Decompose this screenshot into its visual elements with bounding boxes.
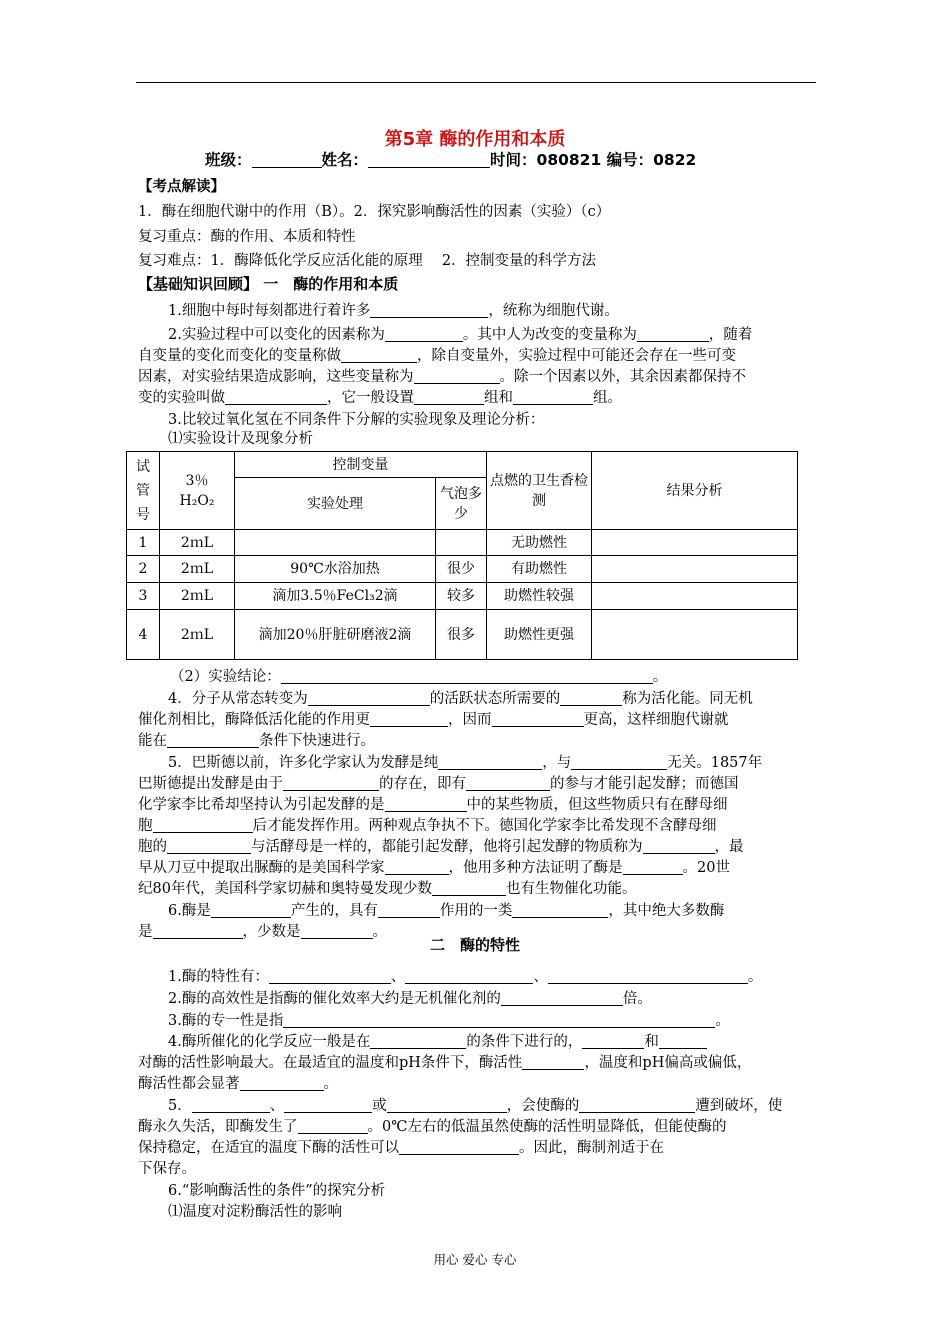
table-row: 2 2ｍL 90℃水浴加热 很少 有助燃性 <box>127 556 798 583</box>
blank[interactable] <box>387 1096 507 1113</box>
experiment-table <box>126 451 798 660</box>
p1: 1.酶的特性有： 、 、 。 <box>168 969 763 985</box>
kaodian-heading: 【考点解读】 <box>138 179 225 195</box>
th-treat: 实验处理 <box>235 478 436 530</box>
result-cell[interactable] <box>592 583 798 610</box>
q2-line4: 变的实验叫做 ，它一般设置 组和 组。 <box>138 390 622 406</box>
blank[interactable] <box>512 901 608 918</box>
q5-line6: 早从刀豆中提取出脲酶的是美国科学家 ，他用多种方法证明了酶是 。20世 <box>138 860 730 876</box>
blank[interactable] <box>513 388 593 405</box>
blank[interactable] <box>240 1074 324 1091</box>
th-bubble: 气泡多少 <box>436 478 487 530</box>
p3: 3.酶的专一性是指 。 <box>168 1013 730 1029</box>
p5-line4: 下保存。 <box>138 1161 196 1177</box>
name-label: 姓名： <box>321 151 369 169</box>
blank[interactable] <box>385 858 449 875</box>
result-cell[interactable] <box>592 556 798 583</box>
blank[interactable] <box>269 967 391 984</box>
blank[interactable] <box>167 837 251 854</box>
p4-line2: 对酶的活性影响最大。在最适宜的温度和pH条件下，酶活性 ，温度和pH偏高或偏低， <box>138 1055 752 1071</box>
q4-line2: 催化剂相比，酶降低活化能的作用更 ，因而 更高，这样细胞代谢就 <box>138 712 729 728</box>
blank[interactable] <box>341 346 417 363</box>
blank[interactable] <box>466 774 550 791</box>
kaodian-line3: 复习难点：1．酶降低化学反应活化能的原理 2．控制变量的科学方法 <box>138 253 597 269</box>
class-blank[interactable] <box>252 151 322 168</box>
blank[interactable] <box>283 774 379 791</box>
blank[interactable] <box>370 710 448 727</box>
th-control: 控制变量 <box>235 452 487 478</box>
blank[interactable] <box>167 731 259 748</box>
blank[interactable] <box>571 753 667 770</box>
blank[interactable] <box>501 989 623 1006</box>
th-h2o2: 3％ H₂O₂ <box>160 452 235 530</box>
p6-line1: 6.“影响酶活性的条件”的探究分析 <box>168 1183 386 1199</box>
blank[interactable] <box>659 1032 707 1049</box>
table-row: 1 2ｍL 无助燃性 <box>127 530 798 556</box>
p5-line3: 保持稳定，在适宜的温度下酶的活性可以 。因此，酶制剂适于在 <box>138 1140 664 1156</box>
q2-line3: 因素，对实验结果造成影响，这些变量称为 。除一个因素以外，其余因素都保持不 <box>138 369 746 385</box>
page-title: 第5章 酶的作用和本质 <box>384 129 566 150</box>
q5-line5: 胞的 与活酵母是一样的，都能引起发酵，他将引起发酵的物质称为 ，最 <box>138 839 744 855</box>
footer: 用心 爱心 专心 <box>433 1252 517 1267</box>
blank[interactable] <box>414 388 484 405</box>
q5-line4: 胞 后才能发挥作用。两种观点争执不下。德国化学家李比希发现不含酵母细 <box>138 818 717 834</box>
q5-line1: 5．巴斯德以前，许多化学家认为发酵是纯 ，与 无关。1857年 <box>168 755 763 771</box>
q2-line2: 自变量的变化而变化的变量称做 ，除自变量外，实验过程中可能还会存在一些可变 <box>138 348 736 364</box>
table-row: 3 2ｍL 滴加3.5％FeCl₃2滴 较多 助燃性较强 <box>127 583 798 610</box>
blank[interactable] <box>522 1053 584 1070</box>
blank[interactable] <box>560 689 622 706</box>
blank[interactable] <box>225 388 327 405</box>
p4-line3: 酶活性都会显著 。 <box>138 1076 338 1092</box>
q3-conclusion: （2）实验结论： 。 <box>170 669 668 685</box>
blank[interactable] <box>284 1096 372 1113</box>
blank[interactable] <box>153 816 253 833</box>
blank[interactable] <box>370 1032 466 1049</box>
q2-line1: 2.实验过程中可以变化的因素称为 。其中人为改变的变量称为 ，随着 <box>168 327 753 343</box>
blank[interactable] <box>211 901 291 918</box>
blank[interactable] <box>298 1117 368 1134</box>
blank[interactable] <box>385 795 467 812</box>
table-row: 4 2ｍL 滴加20％肝脏研磨液2滴 很多 助燃性更强 <box>127 610 798 660</box>
blank[interactable] <box>192 1096 270 1113</box>
blank[interactable] <box>378 901 440 918</box>
result-cell[interactable] <box>592 610 798 660</box>
blank[interactable] <box>414 367 500 384</box>
q1: 1.细胞中每时每刻都进行着许多 ，统称为细胞代谢。 <box>168 303 619 319</box>
blank[interactable] <box>385 325 463 342</box>
p4-line1: 4.酶所催化的化学反应一般是在 的条件下进行的， 和 <box>138 1032 844 1053</box>
th-ignite: 点燃的卫生香检测 <box>487 452 592 530</box>
blank[interactable] <box>283 1011 715 1028</box>
blank[interactable] <box>370 301 488 318</box>
blank[interactable] <box>548 967 748 984</box>
p2: 2.酶的高效性是指酶的催化效率大约是无机催化剂的 倍。 <box>168 991 652 1007</box>
q5-line2: 巴斯德提出发酵是由于 的存在，即有 的参与才能引起发酵；而德国 <box>138 776 739 792</box>
jichu-heading: 【基础知识回顾】 一 酶的作用和本质 <box>138 275 399 293</box>
blank[interactable] <box>281 667 653 684</box>
p5-line1: 5． 、 或 ，会使酶的 遭到破坏，使 <box>168 1098 783 1114</box>
result-cell[interactable] <box>592 530 798 556</box>
section-2-heading: 二 酶的特性 <box>429 936 520 954</box>
blank[interactable] <box>438 753 542 770</box>
kaodian-line1: 1．酶在细胞代谢中的作用（B）。2．探究影响酶活性的因素（实验）（c） <box>138 204 611 220</box>
blank[interactable] <box>492 710 584 727</box>
time-label: 时间：080821 编号：0822 <box>490 151 697 169</box>
q3-line1: 3.比较过氧化氢在不同条件下分解的实验现象及理论分析： <box>168 412 545 428</box>
blank[interactable] <box>623 858 683 875</box>
q5-line7: 纪80年代，美国科学家切赫和奥特曼发现少数 也有生物催化功能。 <box>138 881 637 897</box>
top-rule <box>136 82 816 83</box>
kaodian-line2: 复习重点：酶的作用、本质和特性 <box>138 229 356 245</box>
th-tube: 试管号 <box>127 452 160 530</box>
q6-line2: 是 ，少数是 。 <box>138 924 387 940</box>
blank[interactable] <box>432 879 506 896</box>
blank[interactable] <box>637 325 709 342</box>
p5-line2: 酶永久失活，即酶发生了 。0℃左右的低温虽然使酶的活性明显降低，但能使酶的 <box>138 1119 727 1135</box>
q5-line3: 化学家李比希却坚持认为引起发酵的是 中的某些物质，但这些物质只有在酵母细 <box>138 797 728 813</box>
blank[interactable] <box>405 967 533 984</box>
blank[interactable] <box>643 837 715 854</box>
blank[interactable] <box>582 1032 644 1049</box>
q4-line3: 能在 条件下快速进行。 <box>138 733 375 749</box>
p6-line2: ⑴温度对淀粉酶活性的影响 <box>168 1204 342 1220</box>
header-line <box>205 150 881 171</box>
q3-line2: ⑴实验设计及现象分析 <box>168 431 313 447</box>
blank[interactable] <box>308 689 430 706</box>
q4-line1: 4．分子从常态转变为 的活跃状态所需要的 称为活化能。同无机 <box>168 691 753 707</box>
name-blank[interactable] <box>368 151 490 168</box>
blank[interactable] <box>579 1096 695 1113</box>
class-label: 班级： <box>205 151 252 169</box>
q6-line1: 6.酶是 产生的，具有 作用的一类 ，其中绝大多数酶 <box>168 903 725 919</box>
th-result: 结果分析 <box>592 452 798 530</box>
blank[interactable] <box>399 1138 519 1155</box>
